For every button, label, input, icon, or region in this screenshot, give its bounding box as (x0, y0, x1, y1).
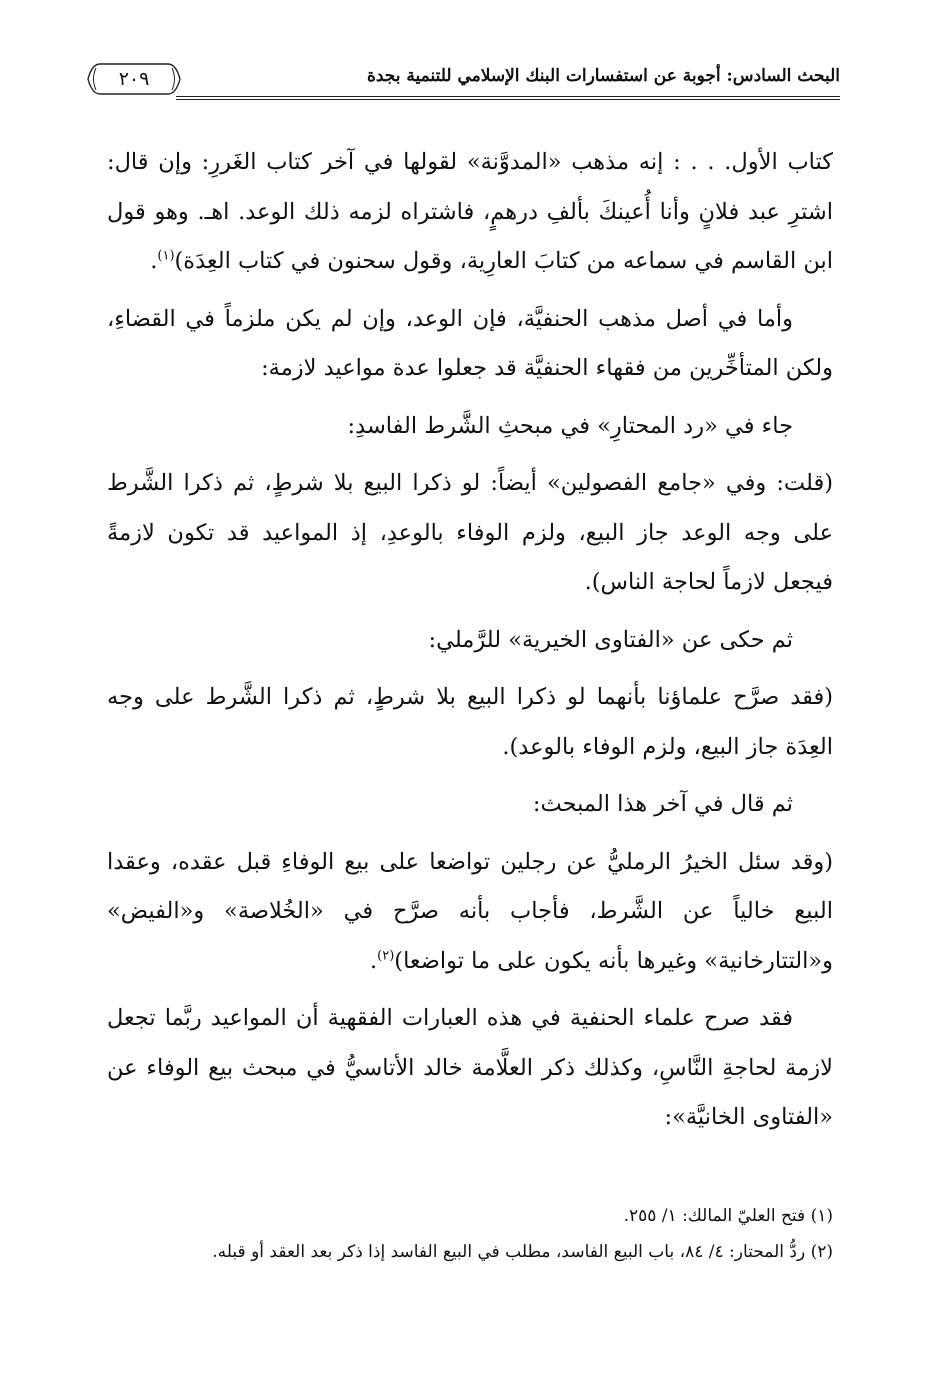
running-header-title: البحث السادس: أجوبة عن استفسارات البنك الإسلامي للتنمية بجدة (366, 66, 840, 86)
paragraph-text: فقد صرح علماء الحنفية في هذه العبارات الفقهية أن المواعيد ربَّما تجعل لازمة لحاجةِ النَّاسِ، وكذلك ذكر العلَّامة خالد الأتاسيُّ في مبحث بيع الوفاء عن «الفتاوى الخانيَّة»: (107, 1005, 833, 1130)
paragraph (107, 780, 833, 830)
footnotes (107, 1198, 833, 1270)
paragraph (107, 994, 833, 1143)
paragraph (107, 459, 833, 608)
footnote-ref[interactable]: (١) (157, 248, 175, 264)
footnote: (٢) ردُّ المحتار: ٤/ ٨٤، باب البيع الفاسد، مطلب في البيع الفاسد إذا ذكر بعد العقد أو قبله. (212, 1242, 833, 1262)
main-text (107, 138, 833, 1151)
paragraph-text: جاء في «رد المحتارِ» في مبحثِ الشَّرط الفاسدِ: (347, 412, 793, 439)
paragraph-text: (قلت: وفي «جامع الفصولين» أيضاً: لو ذكرا البيع بلا شرطٍ، ثم ذكرا الشَّرط على وجه الوعد جاز البيع، ولزم الوفاء بالوعدِ، إذ المواعيد قد تكون لازمةً فيجعل لازماً لحاجة الناس). (107, 470, 833, 595)
paragraph-text: (وقد سئل الخيرُ الرمليُّ عن رجلين تواضعا على بيع الوفاءِ قبل عقده، وعقدا البيع خالياً عن الشَّرط، فأجاب بأنه صرَّح في «الخُلاصة» و«الفيض» و«التتارخانية» وغيرها بأنه يكون على ما تواضعا) (107, 848, 833, 974)
footnote-ref[interactable]: (٢) (377, 948, 395, 963)
paragraph-text: وأما في أصل مذهب الحنفيَّة، فإن الوعد، وإن لم يكن ملزماً في القضاءِ، ولكن المتأخِّرين من فقهاء الحنفيَّة قد جعلوا عدة مواعيد لازمة: (107, 305, 833, 381)
paragraph-tail: . (150, 248, 158, 274)
paragraph (107, 295, 833, 394)
footnote: (١) فتح العليّ المالك: ١/ ٢٥٥. (623, 1206, 833, 1226)
paragraph-text: كتاب الأول. . . : إنه مذهب «المدوَّنة» لقولها في آخر كتاب الغَررِ: وإن قال: اشترِ عبد فلانٍ وأنا أُعينكَ بألفِ درهمٍ، فاشتراه لزمه ذلك الوعد. اهـ. وهو قول ابن القاسم في سماعه من كتابَ العارِية، وقول سحنون في كتاب العِدَة) (107, 149, 833, 274)
header-rule (176, 96, 840, 100)
paragraph (107, 402, 833, 452)
paragraph-tail: . (370, 947, 378, 974)
paragraph (107, 138, 833, 287)
page-number: ٢٠٩ (118, 68, 150, 90)
running-header (86, 52, 840, 102)
paragraph-text: ثم قال في آخر هذا المبحث: (532, 791, 793, 817)
paragraph (107, 673, 833, 772)
page-number-frame (86, 62, 182, 96)
paragraph-text: (فقد صرَّح علماؤنا بأنهما لو ذكرا البيع بلا شرطٍ، ثم ذكرا الشَّرط على وجه العِدَة جاز البيع، ولزم الوفاء بالوعد). (107, 684, 833, 760)
paragraph (107, 616, 833, 666)
paragraph (107, 838, 833, 987)
paragraph-text: ثم حكى عن «الفتاوى الخيرية» للرَّملي: (428, 626, 793, 653)
